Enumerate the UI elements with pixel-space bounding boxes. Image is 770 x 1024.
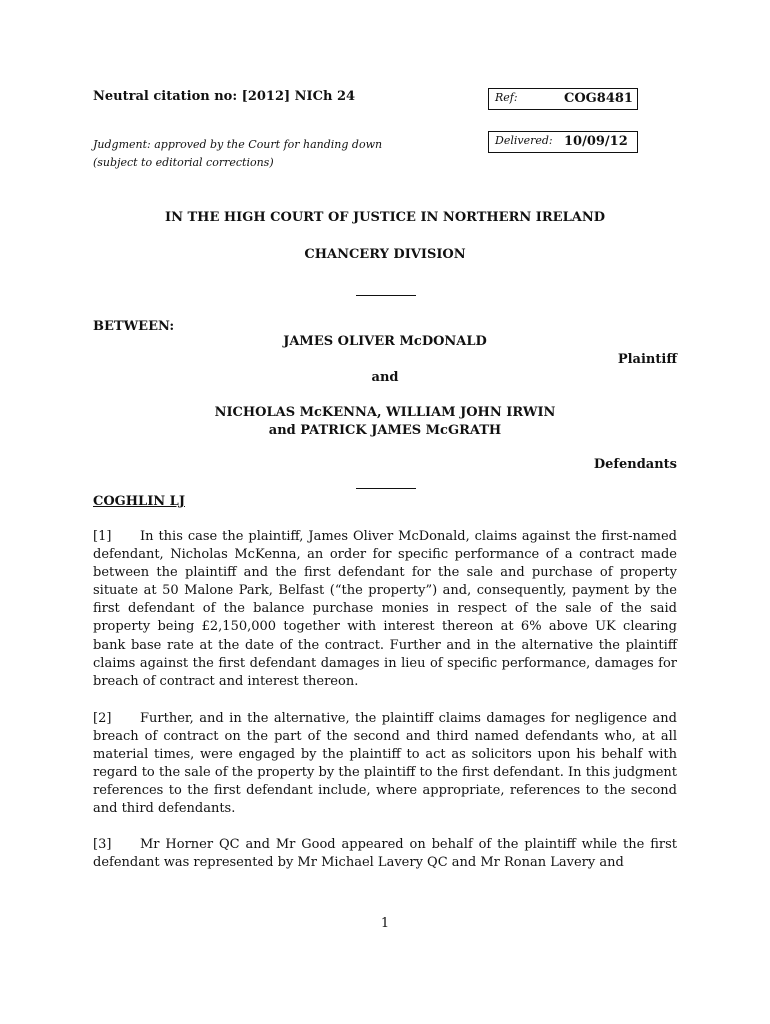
neutral-citation: Neutral citation no: [2012] NICh 24 <box>93 89 356 104</box>
defendants-line1: NICHOLAS McKENNA, WILLIAM JOHN IRWIN <box>214 405 556 420</box>
ref-label: Ref: <box>495 91 518 104</box>
judge-name: COGHLIN LJ <box>93 494 185 509</box>
paragraph-number: [3] <box>93 837 112 852</box>
defendants-line2: and PATRICK JAMES McGRATH <box>268 423 502 438</box>
page-number: 1 <box>380 916 390 931</box>
between-label: BETWEEN: <box>93 319 175 334</box>
ref-value: COG8481 <box>564 91 633 106</box>
court-title: IN THE HIGH COURT OF JUSTICE IN NORTHERN IRELAND <box>165 210 605 225</box>
defendants-role: Defendants <box>593 457 677 472</box>
and-label: and <box>371 370 399 385</box>
paragraph-number: [2] <box>93 711 112 726</box>
judgment-note <box>93 136 382 172</box>
court-division: CHANCERY DIVISION <box>304 247 466 262</box>
paragraph-text: In this case the plaintiff, James Oliver McDonald, claims against the first-named defendant, Nicholas McKenna, an order for specific performance of a contract made between the plaintiff and the first defendant for the sale and purchase of property situate at 50 Malone Park, Belfast (“the property”) and, consequently, payment by the first defendant of the balance purchase monies in respect of the sale of the said property being £2,150,000 together with interest thereon at 6% above UK clearing bank base rate at the date of the contract. Further and in the alternative the plaintiff claims against the first defendant damages in lieu of specific performance, damages for breach of contract and interest thereon. <box>93 529 677 689</box>
delivered-label: Delivered: <box>495 134 553 147</box>
paragraph-number: [1] <box>93 529 112 544</box>
delivered-box <box>488 131 638 153</box>
judgment-note-line2: (subject to editorial corrections) <box>93 156 274 169</box>
delivered-value: 10/09/12 <box>564 134 628 149</box>
divider <box>356 488 416 489</box>
judgment-note-line1: Judgment: approved by the Court for handing down <box>93 138 383 151</box>
plaintiff-name: JAMES OLIVER McDONALD <box>283 334 487 349</box>
ref-box <box>488 88 638 110</box>
paragraph-text: Mr Horner QC and Mr Good appeared on behalf of the plaintiff while the first defendant was represented by Mr Michael Lavery QC and Mr Ronan Lavery and <box>93 837 677 871</box>
paragraph <box>93 528 677 691</box>
plaintiff-role: Plaintiff <box>617 352 677 367</box>
paragraph <box>93 836 677 872</box>
paragraph-text: Further, and in the alternative, the plaintiff claims damages for negligence and breach of contract on the part of the second and third named defendants who, at all material times, were engaged by the plaintiff to act as solicitors upon his behalf with regard to the sale of the property by the plaintiff to the first defendant. In this judgment references to the first defendant include, where appropriate, references to the second and third defendants. <box>93 711 677 817</box>
divider <box>356 295 416 296</box>
paragraph <box>93 710 677 819</box>
